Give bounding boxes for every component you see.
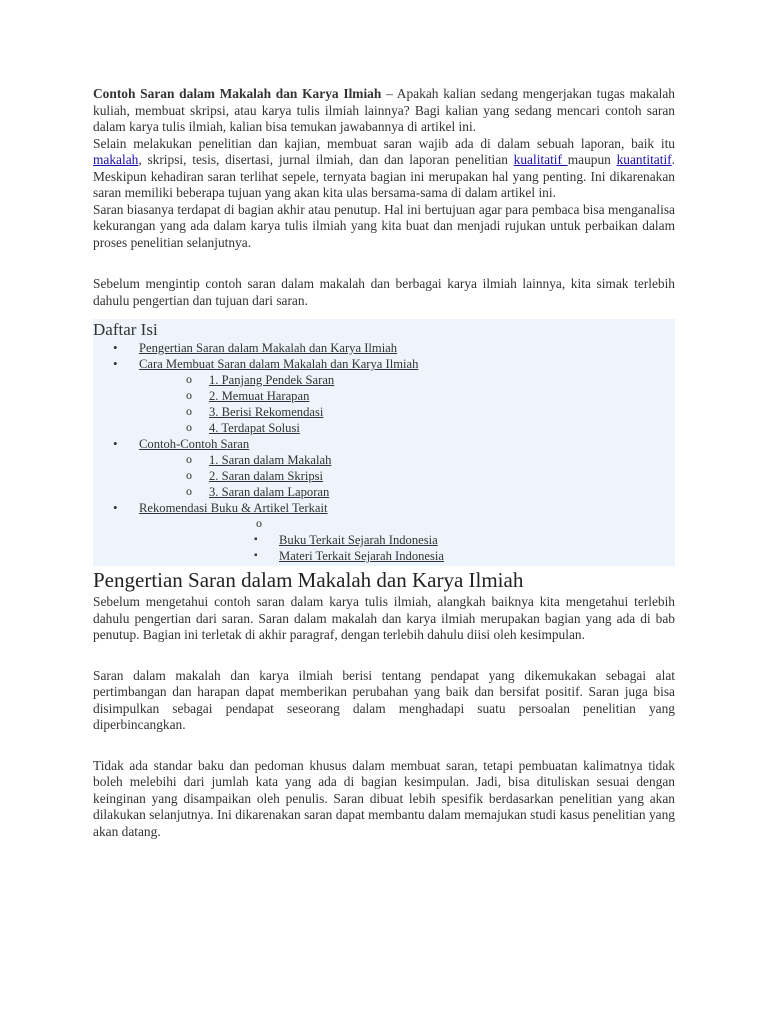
toc-link[interactable]: 3. Berisi Rekomendasi [209, 405, 324, 419]
spacer [93, 644, 675, 668]
toc-link[interactable]: 3. Saran dalam Laporan [209, 485, 330, 499]
toc-link[interactable]: 1. Saran dalam Makalah [209, 453, 332, 467]
toc-empty-subitem [93, 516, 675, 532]
intro-paragraph [93, 86, 675, 136]
paragraph-before: Sebelum mengintip contoh saran dalam makalah dan berbagai karya ilmiah lainnya, kita simak terlebih dahulu pengertian dan tujuan dari saran. [93, 276, 675, 308]
toc-link[interactable]: 2. Saran dalam Skripsi [209, 469, 324, 483]
link-kuantitatif[interactable]: kuantitatif [616, 152, 672, 167]
toc-subitem[interactable] [93, 468, 675, 484]
toc-item[interactable] [93, 340, 675, 356]
toc-item[interactable] [93, 500, 675, 516]
toc-link[interactable]: Cara Membuat Saran dalam Makalah dan Karya Ilmiah [139, 357, 419, 371]
toc-link[interactable]: 2. Memuat Harapan [209, 389, 310, 403]
toc-subitem[interactable] [93, 404, 675, 420]
toc-subitem[interactable] [93, 388, 675, 404]
toc-link[interactable]: 1. Panjang Pendek Saran [209, 373, 335, 387]
paragraph-report [93, 136, 675, 202]
toc-item[interactable] [93, 436, 675, 452]
toc-link[interactable]: Rekomendasi Buku & Artikel Terkait [139, 501, 328, 515]
table-of-contents [93, 319, 675, 566]
link-kualitatif[interactable]: kualitatif [513, 152, 568, 167]
toc-subitem[interactable] [93, 484, 675, 500]
toc-subitem[interactable] [93, 372, 675, 388]
toc-link[interactable]: Pengertian Saran dalam Makalah dan Karya Ilmiah [139, 341, 398, 355]
text-span: . Meskipun kehadiran saran terlihat sepele, ternyata bagian ini merupakan hal yang penting. Ini dikarenakan saran memiliki beberapa tujuan yang akan kita ulas bersama-sama di dalam artikel ini. [93, 152, 675, 200]
toc-link[interactable]: Buku Terkait Sejarah Indonesia [279, 533, 438, 547]
lead-title: Contoh Saran dalam Makalah dan Karya Ilmiah [93, 86, 382, 101]
toc-link[interactable]: Contoh-Contoh Saran [139, 437, 250, 451]
toc-link[interactable]: 4. Terdapat Solusi [209, 421, 300, 435]
text-span: maupun [567, 152, 617, 167]
text-span: , skripsi, tesis, disertasi, jurnal ilmiah, dan dan laporan penelitian [138, 152, 514, 167]
toc-subsubitem[interactable] [93, 548, 675, 564]
article-body [93, 86, 675, 840]
toc-subsubitem[interactable] [93, 532, 675, 548]
spacer [93, 734, 675, 758]
toc-subitem[interactable] [93, 420, 675, 436]
lead-text: – Apakah kalian sedang mengerjakan tugas makalah kuliah, membuat skripsi, atau karya tulis ilmiah lainnya? Bagi kalian yang sedang mencari contoh saran dalam karya tulis ilmiah, kalian bisa temukan jawabannya di artikel ini. [93, 86, 675, 134]
toc-title: Daftar Isi [93, 320, 158, 339]
toc-subitem[interactable] [93, 452, 675, 468]
link-makalah[interactable]: makalah [93, 152, 139, 167]
toc-link[interactable]: Materi Terkait Sejarah Indonesia [279, 549, 444, 563]
paragraph-location: Saran biasanya terdapat di bagian akhir atau penutup. Hal ini bertujuan agar para pembaca bisa menganalisa kekurangan yang ada dalam karya tulis ilmiah yang kita buat dan menjadi rujukan untuk perbaikan dalam proses penelitian selanjutnya. [93, 201, 675, 250]
section-paragraph: Saran dalam makalah dan karya ilmiah berisi tentang pendapat yang dikemukakan sebagai alat pertimbangan dan harapan dapat memberikan perubahan yang baik dan bersifat positif. Saran juga bisa disimpulkan sebagai pendapat seseorang dalam menghadapi suatu persoalan penelitian yang diperbincangkan. [93, 667, 675, 732]
spacer [93, 251, 675, 276]
section-paragraph: Sebelum mengetahui contoh saran dalam karya tulis ilmiah, alangkah baiknya kita mengetahui terlebih dahulu pengertian dari saran. Saran dalam makalah dan karya ilmiah merupakan bagian yang ada di bab penutup. Bagian ini terletak di akhir paragraf, dengan terlebih dahulu diisi oleh kesimpulan. [93, 594, 675, 642]
section-paragraph: Tidak ada standar baku dan pedoman khusus dalam membuat saran, tetapi pembuatan kalimatnya tidak boleh melebihi dari jumlah kata yang ada di bagian kesimpulan. Jadi, bisa dituliskan sesuai dengan keinginan yang disampaikan oleh penulis. Saran dibuat lebih spesifik berdasarkan penelitian yang akan dilakukan selanjutnya. Ini dikarenakan saran dapat membantu dalam memajukan studi kasus penelitian yang akan datang. [93, 757, 675, 839]
section-heading: Pengertian Saran dalam Makalah dan Karya Ilmiah [93, 568, 524, 592]
toc-list [93, 340, 675, 564]
toc-item[interactable] [93, 356, 675, 372]
text-span: Selain melakukan penelitian dan kajian, membuat saran wajib ada di dalam sebuah laporan, baik itu [93, 135, 675, 151]
